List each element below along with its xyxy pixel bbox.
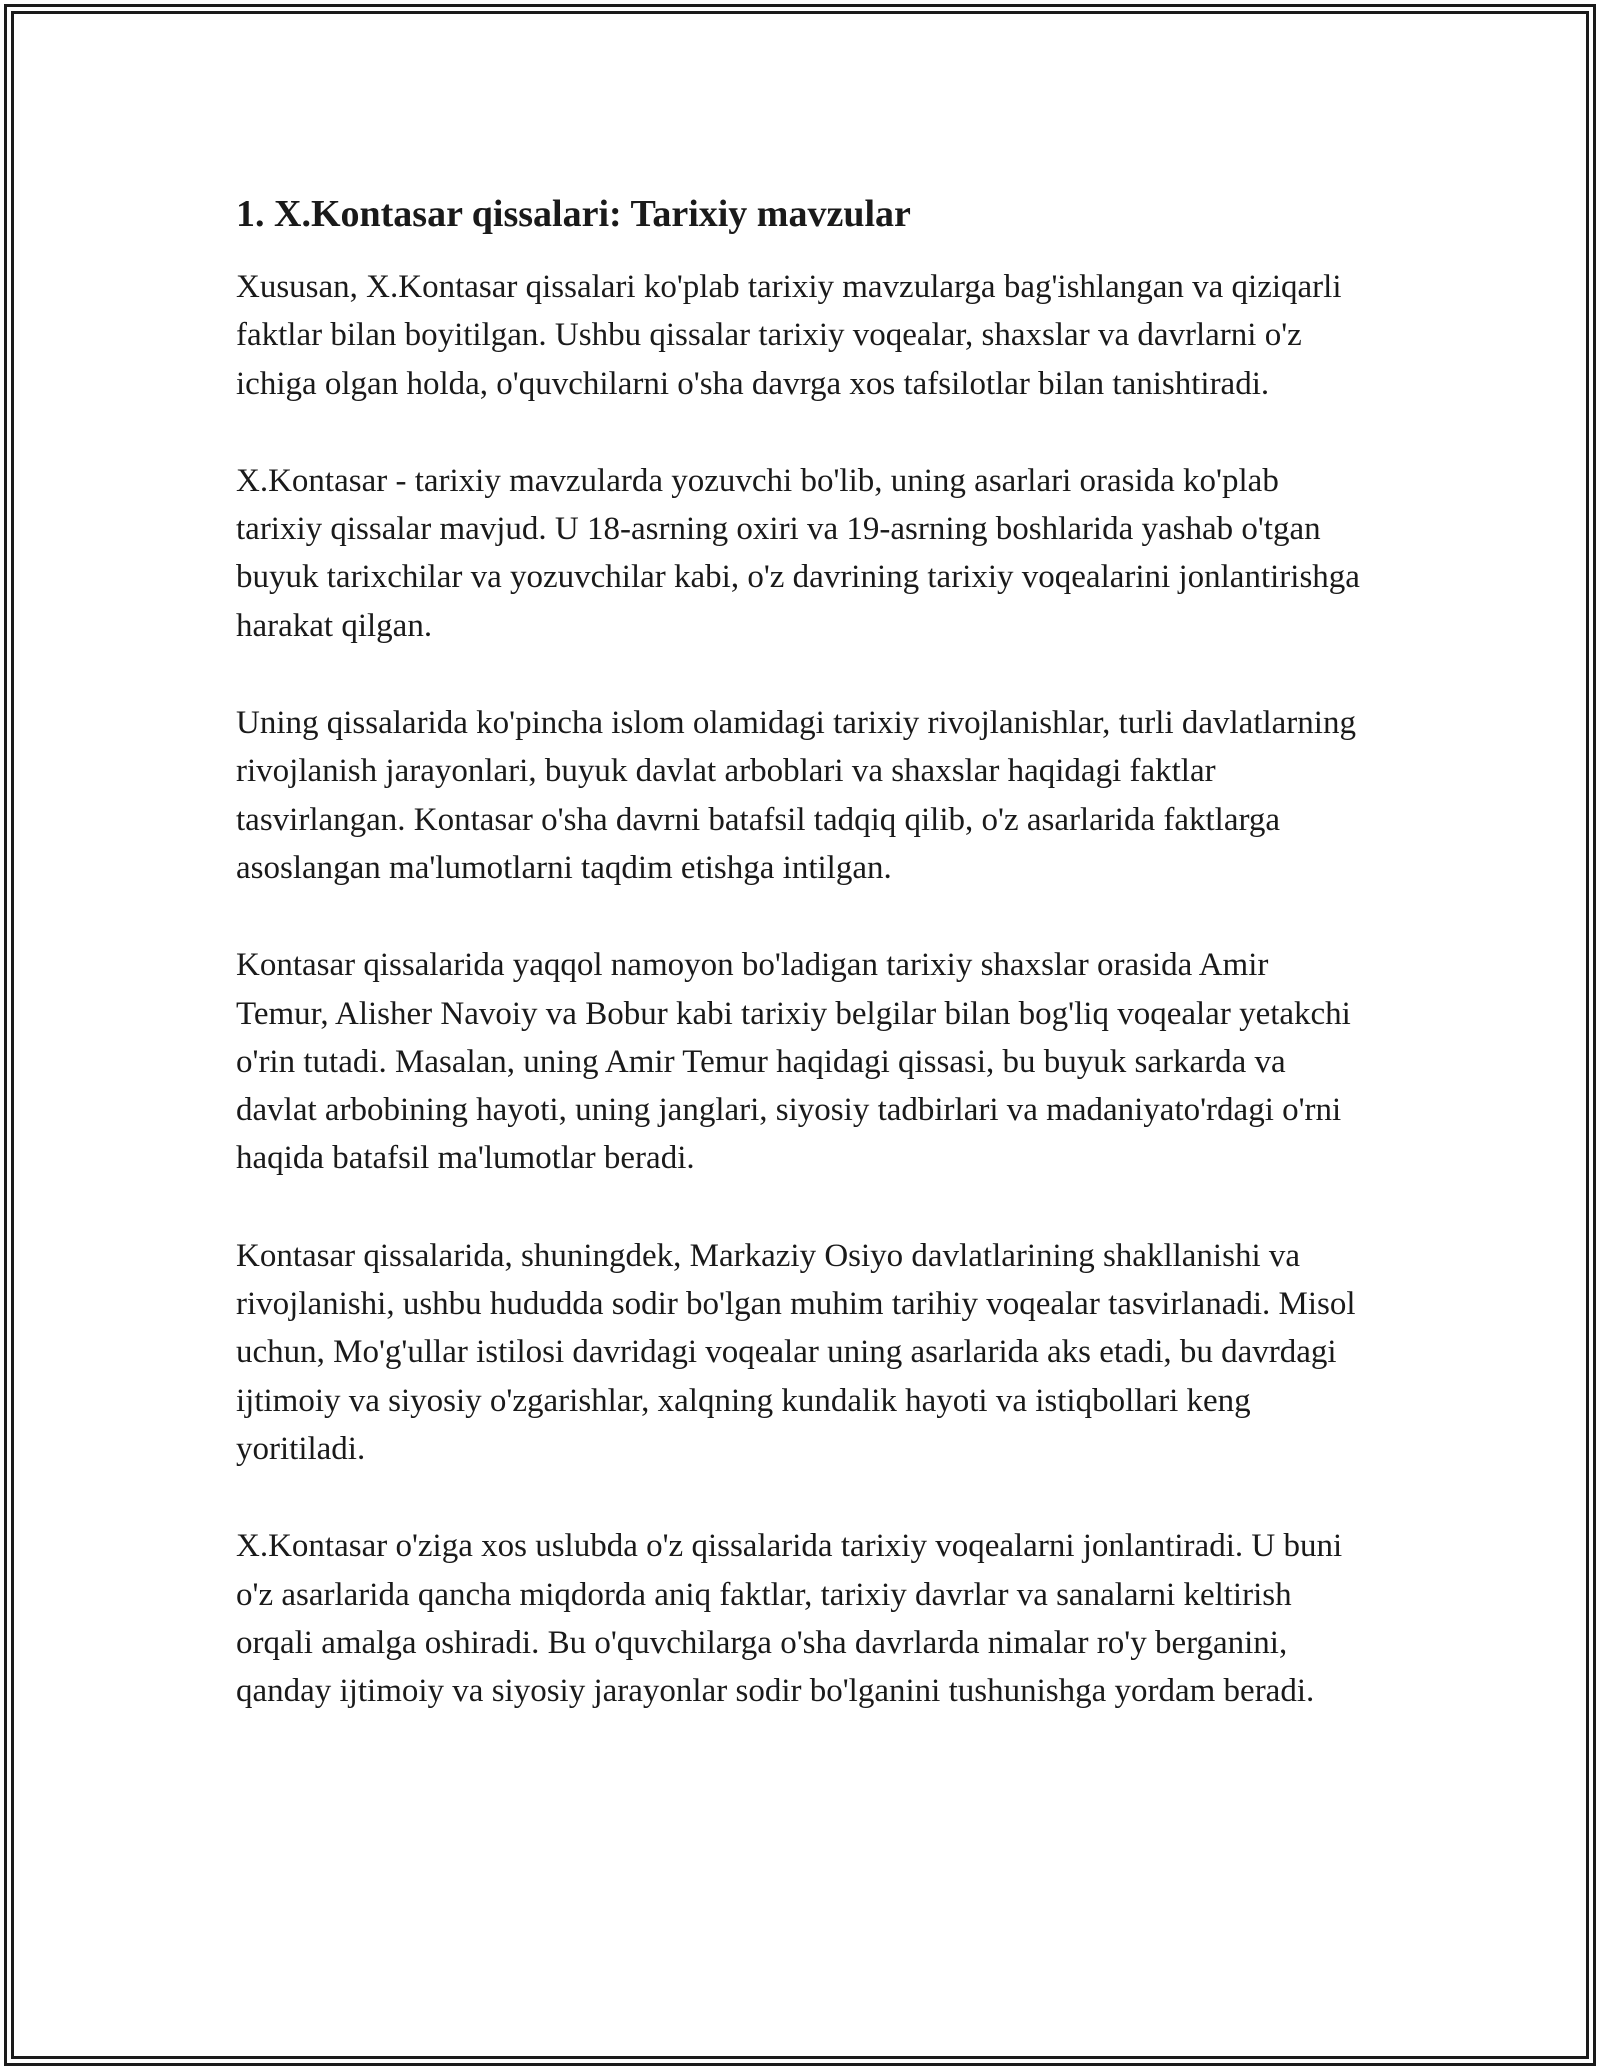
paragraph-2: X.Kontasar - tarixiy mavzularda yozuvchi bo'lib, uning asarlari orasida ko'plab tarixiy qissalar mavjud. U 18-asrning oxiri va 19-asrning boshlarida yashab o'tgan buyuk tarixchilar va yozuvchilar kabi, o'z davrining tarixiy voqealarini jonlantirishga harakat qilgan. xyxy=(236,462,1360,644)
paragraph-3: Uning qissalarida ko'pincha islom olamidagi tarixiy rivojlanishlar, turli davlatlarning rivojlanish jarayonlari, buyuk davlat arboblari va shaxslar haqidagi faktlar tasvirlangan. Kontasar o'sha davrni batafsil tadqiq qilib, o'z asarlarida faktlarga asoslangan ma'lumotlarni taqdim etishga intilgan. xyxy=(236,705,1356,886)
paragraph-6: X.Kontasar o'ziga xos uslubda o'z qissalarida tarixiy voqealarni jonlantiradi. U buni o'z asarlarida qancha miqdorda aniq faktlar, tarixiy davrlar va sanalarni keltirish orqali amalga oshiradi. Bu o'quvchilarga o'sha davrlarda nimalar ro'y berganini, qanday ijtimoiy va siyosiy jarayonlar sodir bo'lganini tushunishga yordam beradi. xyxy=(236,1528,1343,1710)
document-body xyxy=(236,187,1366,1764)
section-heading: 1. X.Kontasar qissalari: Tarixiy mavzular xyxy=(236,193,911,235)
paragraph-1: Xususan, X.Kontasar qissalari ko'plab tarixiy mavzularga bag'ishlangan va qiziqarli faktlar bilan boyitilgan. Ushbu qissalar tarixiy voqealar, shaxslar va davrlarni o'z ichiga olgan holda, o'quvchilarni o'sha davrga xos tafsilotlar bilan tanishtiradi. xyxy=(236,269,1342,402)
paragraph-5: Kontasar qissalarida, shuningdek, Markaziy Osiyo davlatlarining shakllanishi va rivojlanishi, ushbu hududda sodir bo'lgan muhim tarihiy voqealar tasvirlanadi. Misol uchun, Mo'g'ullar istilosi davridagi voqealar uning asarlarida aks etadi, bu davrdagi ijtimoiy va siyosiy o'zgarishlar, xalqning kundalik hayoti va istiqbollari keng yoritiladi. xyxy=(236,1237,1356,1467)
paragraph-4: Kontasar qissalarida yaqqol namoyon bo'ladigan tarixiy shaxslar orasida Amir Temur, Alisher Navoiy va Bobur kabi tarixiy belgilar bilan bog'liq voqealar yetakchi o'rin tutadi. Masalan, uning Amir Temur haqidagi qissasi, bu buyuk sarkarda va davlat arbobining hayoti, uning janglari, siyosiy tadbirlari va madaniyato'rdagi o'rni haqida batafsil ma'lumotlar beradi. xyxy=(236,947,1351,1177)
